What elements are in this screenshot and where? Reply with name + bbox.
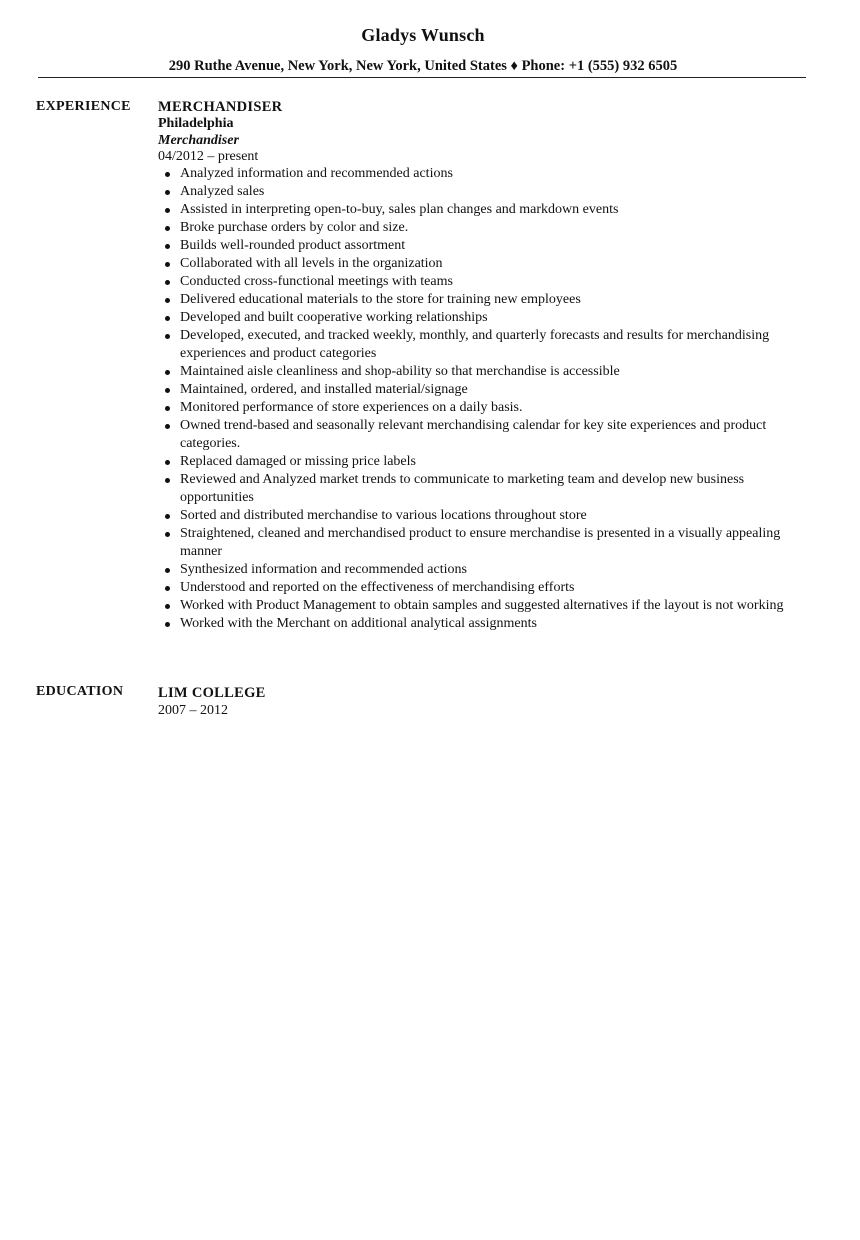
header-divider bbox=[38, 77, 806, 78]
contact-line: 290 Ruthe Avenue, New York, New York, United States ♦ Phone: +1 (555) 932 6505 bbox=[168, 58, 678, 74]
job-title: MERCHANDISER bbox=[158, 99, 283, 115]
list-item: Developed, executed, and tracked weekly, monthly, and quarterly forecasts and results for merchandising experiences and product categories bbox=[158, 327, 818, 363]
list-item: Monitored performance of store experiences on a daily basis. bbox=[158, 399, 818, 417]
job-location: Philadelphia bbox=[158, 116, 234, 131]
list-item: Owned trend-based and seasonally relevant merchandising calendar for key site experiences and product categories. bbox=[158, 417, 818, 453]
list-item: Delivered educational materials to the store for training new employees bbox=[158, 291, 818, 309]
job-role: Merchandiser bbox=[158, 133, 239, 148]
responsibility-list bbox=[158, 165, 818, 633]
list-item: Maintained aisle cleanliness and shop-ability so that merchandise is accessible bbox=[158, 363, 818, 381]
list-item: Analyzed information and recommended actions bbox=[158, 165, 818, 183]
job-dates: 04/2012 – present bbox=[158, 149, 259, 164]
list-item: Conducted cross-functional meetings with teams bbox=[158, 273, 818, 291]
education-entry bbox=[158, 684, 758, 719]
list-item: Developed and built cooperative working relationships bbox=[158, 309, 818, 327]
list-item: Understood and reported on the effectiveness of merchandising efforts bbox=[158, 579, 818, 597]
experience-entry bbox=[158, 98, 818, 633]
list-item: Sorted and distributed merchandise to various locations throughout store bbox=[158, 507, 818, 525]
list-item: Straightened, cleaned and merchandised product to ensure merchandise is presented in a visually appealing manner bbox=[158, 525, 818, 561]
list-item: Worked with the Merchant on additional analytical assignments bbox=[158, 615, 818, 633]
list-item: Builds well-rounded product assortment bbox=[158, 237, 818, 255]
list-item: Synthesized information and recommended actions bbox=[158, 561, 818, 579]
experience-section-label: EXPERIENCE bbox=[36, 99, 131, 114]
school-name: LIM COLLEGE bbox=[158, 685, 266, 701]
list-item: Reviewed and Analyzed market trends to communicate to marketing team and develop new business opportunities bbox=[158, 471, 818, 507]
list-item: Broke purchase orders by color and size. bbox=[158, 219, 818, 237]
list-item: Collaborated with all levels in the organization bbox=[158, 255, 818, 273]
list-item: Replaced damaged or missing price labels bbox=[158, 453, 818, 471]
list-item: Worked with Product Management to obtain samples and suggested alternatives if the layout is not working bbox=[158, 597, 818, 615]
education-dates: 2007 – 2012 bbox=[158, 703, 228, 718]
list-item: Assisted in interpreting open-to-buy, sales plan changes and markdown events bbox=[158, 201, 818, 219]
list-item: Analyzed sales bbox=[158, 183, 818, 201]
candidate-name: Gladys Wunsch bbox=[361, 25, 485, 45]
list-item: Maintained, ordered, and installed material/signage bbox=[158, 381, 818, 399]
education-section-label: EDUCATION bbox=[36, 684, 124, 699]
